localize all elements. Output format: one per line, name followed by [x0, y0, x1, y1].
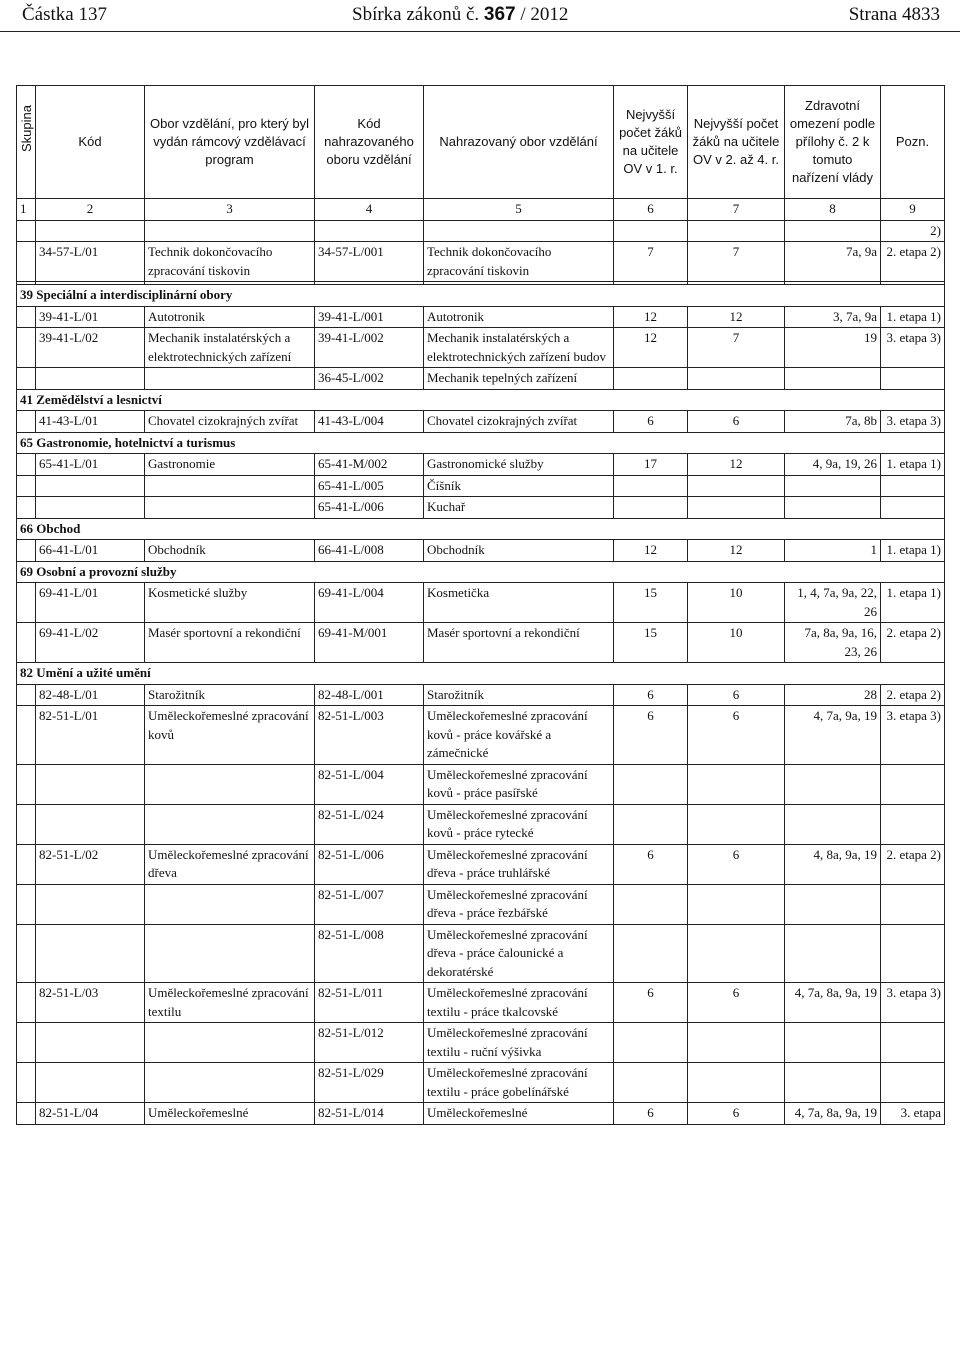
cell-skupina [17, 454, 36, 476]
cell-max-ov [614, 368, 688, 390]
cell-max-ov: 6 [614, 706, 688, 765]
cell-pozn: 3. etapa 3) [881, 328, 945, 368]
table-row [17, 924, 945, 983]
colnum: 2 [36, 199, 145, 221]
cell-skupina [17, 540, 36, 562]
table-row [17, 242, 945, 282]
cell-max-ov2: 10 [688, 623, 785, 663]
table-row [17, 1103, 945, 1125]
cell-kod-nahr: 69-41-M/001 [315, 623, 424, 663]
group-heading-row [17, 518, 945, 540]
cell-obor: Kosmetické služby [145, 583, 315, 623]
cell-kod: 82-51-L/03 [36, 983, 145, 1023]
cell-zdrav [785, 475, 881, 497]
cell-nahr-obor: Uměleckořemeslné zpracování dřeva - práce řezbářské [424, 884, 614, 924]
cell-max-ov: 6 [614, 684, 688, 706]
table-row [17, 220, 945, 242]
cell-max-ov: 7 [614, 242, 688, 282]
page-header [0, 0, 960, 32]
cell-kod: 82-48-L/01 [36, 684, 145, 706]
cell-max-ov [614, 924, 688, 983]
cell-kod [36, 1063, 145, 1103]
collection-year: / 2012 [515, 4, 569, 25]
cell-skupina [17, 983, 36, 1023]
cell-kod-nahr: 69-41-L/004 [315, 583, 424, 623]
cell-skupina [17, 1103, 36, 1125]
cell-skupina [17, 306, 36, 328]
col-kod: Kód [36, 86, 145, 199]
cell-zdrav: 1, 4, 7a, 9a, 22, 26 [785, 583, 881, 623]
cell-zdrav [785, 1063, 881, 1103]
cell-nahr-obor: Uměleckořemeslné zpracování kovů - práce kovářské a zámečnické [424, 706, 614, 765]
cell-obor: Chovatel cizokrajných zvířat [145, 411, 315, 433]
cell-max-ov: 17 [614, 454, 688, 476]
cell-zdrav: 7a, 9a [785, 242, 881, 282]
cell-kod-nahr [315, 220, 424, 242]
cell-max-ov2: 7 [688, 242, 785, 282]
cell-max-ov [614, 220, 688, 242]
cell-kod [36, 220, 145, 242]
table-row [17, 684, 945, 706]
table-row [17, 328, 945, 368]
cell-nahr-obor: Masér sportovní a rekondiční [424, 623, 614, 663]
cell-kod-nahr: 39-41-L/002 [315, 328, 424, 368]
cell-nahr-obor: Mechanik tepelných zařízení [424, 368, 614, 390]
table-row [17, 306, 945, 328]
group-heading: 41 Zemědělství a lesnictví [17, 389, 945, 411]
cell-skupina [17, 242, 36, 282]
cell-kod-nahr: 82-51-L/003 [315, 706, 424, 765]
cell-pozn [881, 475, 945, 497]
table-row [17, 844, 945, 884]
table-row [17, 454, 945, 476]
cell-kod-nahr: 34-57-L/001 [315, 242, 424, 282]
col-max-ov2: Nejvyšší počet žáků na učitele OV v 2. až 4. r. [688, 86, 785, 199]
cell-kod-nahr: 41-43-L/004 [315, 411, 424, 433]
cell-max-ov2: 12 [688, 306, 785, 328]
cell-max-ov2: 6 [688, 1103, 785, 1125]
cell-pozn: 2. etapa 2) [881, 684, 945, 706]
cell-max-ov [614, 804, 688, 844]
cell-pozn [881, 1063, 945, 1103]
cell-nahr-obor: Technik dokončovacího zpracování tiskovin [424, 242, 614, 282]
cell-zdrav [785, 368, 881, 390]
cell-kod-nahr: 82-51-L/004 [315, 764, 424, 804]
cell-zdrav: 4, 7a, 8a, 9a, 19 [785, 1103, 881, 1125]
cell-obor: Gastronomie [145, 454, 315, 476]
table-body [17, 220, 945, 1124]
cell-pozn [881, 368, 945, 390]
cell-max-ov2: 12 [688, 540, 785, 562]
cell-obor: Uměleckořemeslné zpracování kovů [145, 706, 315, 765]
cell-obor: Masér sportovní a rekondiční [145, 623, 315, 663]
cell-kod-nahr: 82-51-L/024 [315, 804, 424, 844]
cell-max-ov: 6 [614, 983, 688, 1023]
col-nahr-obor: Nahrazovaný obor vzdělání [424, 86, 614, 199]
group-heading-row [17, 285, 945, 307]
cell-skupina [17, 368, 36, 390]
cell-max-ov: 12 [614, 540, 688, 562]
cell-zdrav: 1 [785, 540, 881, 562]
colnum: 4 [315, 199, 424, 221]
cell-obor: Starožitník [145, 684, 315, 706]
group-heading: 66 Obchod [17, 518, 945, 540]
table-row [17, 1023, 945, 1063]
colnum: 5 [424, 199, 614, 221]
table-row [17, 804, 945, 844]
cell-kod-nahr: 82-51-L/006 [315, 844, 424, 884]
cell-kod [36, 475, 145, 497]
cell-max-ov2 [688, 475, 785, 497]
colnum: 3 [145, 199, 315, 221]
cell-max-ov2 [688, 220, 785, 242]
cell-zdrav: 3, 7a, 9a [785, 306, 881, 328]
cell-zdrav [785, 764, 881, 804]
cell-pozn: 3. etapa 3) [881, 983, 945, 1023]
cell-zdrav [785, 924, 881, 983]
cell-kod-nahr: 39-41-L/001 [315, 306, 424, 328]
table-row [17, 411, 945, 433]
cell-nahr-obor: Gastronomické služby [424, 454, 614, 476]
col-obor: Obor vzdělání, pro který byl vydán rámcový vzdělávací program [145, 86, 315, 199]
cell-max-ov: 6 [614, 1103, 688, 1125]
cell-skupina [17, 844, 36, 884]
cell-pozn [881, 1023, 945, 1063]
colnum: 6 [614, 199, 688, 221]
cell-max-ov2: 6 [688, 684, 785, 706]
cell-kod-nahr: 65-41-L/006 [315, 497, 424, 519]
table-row [17, 764, 945, 804]
cell-obor: Autotronik [145, 306, 315, 328]
cell-pozn: 1. etapa 1) [881, 583, 945, 623]
cell-nahr-obor: Uměleckořemeslné zpracování textilu - ruční výšivka [424, 1023, 614, 1063]
cell-kod-nahr: 66-41-L/008 [315, 540, 424, 562]
cell-max-ov2 [688, 764, 785, 804]
table-row [17, 497, 945, 519]
table-row [17, 706, 945, 765]
table-row [17, 1063, 945, 1103]
cell-skupina [17, 1063, 36, 1103]
cell-max-ov2 [688, 497, 785, 519]
cell-kod-nahr: 65-41-M/002 [315, 454, 424, 476]
cell-max-ov2 [688, 804, 785, 844]
cell-nahr-obor: Uměleckořemeslné zpracování dřeva - práce truhlářské [424, 844, 614, 884]
cell-kod-nahr: 82-51-L/008 [315, 924, 424, 983]
col-skupina-label: Skupina [19, 105, 34, 152]
cell-obor: Uměleckořemeslné [145, 1103, 315, 1125]
cell-skupina [17, 497, 36, 519]
cell-pozn: 1. etapa 1) [881, 454, 945, 476]
cell-nahr-obor: Mechanik instalatérských a elektrotechnických zařízení budov [424, 328, 614, 368]
cell-obor [145, 804, 315, 844]
group-heading-row [17, 432, 945, 454]
cell-skupina [17, 623, 36, 663]
table-row [17, 540, 945, 562]
cell-obor [145, 497, 315, 519]
cell-kod: 82-51-L/04 [36, 1103, 145, 1125]
cell-kod-nahr: 82-51-L/029 [315, 1063, 424, 1103]
colnum: 8 [785, 199, 881, 221]
group-heading: 39 Speciální a interdisciplinární obory [17, 285, 945, 307]
cell-kod [36, 924, 145, 983]
cell-obor [145, 1023, 315, 1063]
col-pozn: Pozn. [881, 86, 945, 199]
cell-obor [145, 220, 315, 242]
cell-kod: 69-41-L/02 [36, 623, 145, 663]
cell-max-ov [614, 475, 688, 497]
group-heading: 82 Umění a užité umění [17, 663, 945, 685]
cell-kod: 82-51-L/02 [36, 844, 145, 884]
cell-zdrav [785, 1023, 881, 1063]
cell-nahr-obor: Starožitník [424, 684, 614, 706]
cell-pozn [881, 884, 945, 924]
cell-pozn: 3. etapa [881, 1103, 945, 1125]
cell-max-ov2 [688, 1063, 785, 1103]
cell-max-ov [614, 497, 688, 519]
cell-obor: Obchodník [145, 540, 315, 562]
cell-kod-nahr: 82-51-L/012 [315, 1023, 424, 1063]
cell-obor [145, 368, 315, 390]
cell-pozn: 2. etapa 2) [881, 242, 945, 282]
header-rule [0, 31, 960, 32]
cell-zdrav: 7a, 8b [785, 411, 881, 433]
cell-pozn [881, 804, 945, 844]
cell-pozn [881, 924, 945, 983]
column-number-row [17, 199, 945, 221]
cell-max-ov: 15 [614, 583, 688, 623]
cell-kod: 39-41-L/02 [36, 328, 145, 368]
page-number: Strana 4833 [848, 4, 940, 25]
cell-nahr-obor: Uměleckořemeslné [424, 1103, 614, 1125]
colnum: 9 [881, 199, 945, 221]
cell-max-ov2 [688, 1023, 785, 1063]
cell-zdrav [785, 497, 881, 519]
cell-max-ov: 15 [614, 623, 688, 663]
cell-max-ov2: 6 [688, 983, 785, 1023]
cell-zdrav: 4, 7a, 9a, 19 [785, 706, 881, 765]
cell-max-ov2: 6 [688, 706, 785, 765]
cell-nahr-obor: Obchodník [424, 540, 614, 562]
cell-nahr-obor: Chovatel cizokrajných zvířat [424, 411, 614, 433]
group-heading: 65 Gastronomie, hotelnictví a turismus [17, 432, 945, 454]
cell-zdrav [785, 220, 881, 242]
cell-pozn: 3. etapa 3) [881, 706, 945, 765]
cell-kod-nahr: 82-51-L/014 [315, 1103, 424, 1125]
cell-max-ov: 6 [614, 844, 688, 884]
cell-skupina [17, 328, 36, 368]
table-row [17, 583, 945, 623]
cell-zdrav: 4, 9a, 19, 26 [785, 454, 881, 476]
cell-max-ov [614, 884, 688, 924]
cell-pozn: 2. etapa 2) [881, 844, 945, 884]
cell-nahr-obor: Autotronik [424, 306, 614, 328]
table-row [17, 475, 945, 497]
cell-nahr-obor: Kosmetička [424, 583, 614, 623]
col-zdrav: Zdravotní omezení podle přílohy č. 2 k tomuto nařízení vlády [785, 86, 881, 199]
colnum: 1 [17, 199, 36, 221]
table-row [17, 884, 945, 924]
cell-nahr-obor [424, 220, 614, 242]
issue-number: Částka 137 [22, 4, 107, 25]
cell-skupina [17, 1023, 36, 1063]
cell-nahr-obor: Uměleckořemeslné zpracování textilu - práce tkalcovské [424, 983, 614, 1023]
cell-max-ov2: 7 [688, 328, 785, 368]
cell-nahr-obor: Číšník [424, 475, 614, 497]
collection-prefix: Sbírka zákonů č. [352, 4, 484, 25]
cell-kod: 39-41-L/01 [36, 306, 145, 328]
cell-max-ov [614, 1063, 688, 1103]
cell-max-ov: 12 [614, 306, 688, 328]
cell-zdrav: 4, 8a, 9a, 19 [785, 844, 881, 884]
cell-skupina [17, 411, 36, 433]
cell-skupina [17, 924, 36, 983]
cell-kod-nahr: 36-45-L/002 [315, 368, 424, 390]
cell-kod-nahr: 65-41-L/005 [315, 475, 424, 497]
cell-obor [145, 884, 315, 924]
cell-max-ov2: 6 [688, 411, 785, 433]
cell-max-ov2 [688, 368, 785, 390]
table-row [17, 623, 945, 663]
cell-zdrav: 7a, 8a, 9a, 16, 23, 26 [785, 623, 881, 663]
collection-title [352, 4, 568, 26]
cell-zdrav: 28 [785, 684, 881, 706]
cell-pozn: 2) [881, 220, 945, 242]
cell-nahr-obor: Uměleckořemeslné zpracování textilu - práce gobelínářské [424, 1063, 614, 1103]
cell-max-ov2: 12 [688, 454, 785, 476]
cell-zdrav: 4, 7a, 8a, 9a, 19 [785, 983, 881, 1023]
cell-kod [36, 884, 145, 924]
cell-kod: 69-41-L/01 [36, 583, 145, 623]
cell-max-ov2: 6 [688, 844, 785, 884]
cell-max-ov [614, 764, 688, 804]
cell-skupina [17, 804, 36, 844]
cell-skupina [17, 684, 36, 706]
cell-kod [36, 368, 145, 390]
cell-max-ov2: 10 [688, 583, 785, 623]
cell-kod: 82-51-L/01 [36, 706, 145, 765]
cell-skupina [17, 706, 36, 765]
colnum: 7 [688, 199, 785, 221]
cell-kod [36, 1023, 145, 1063]
col-max-ov: Nejvyšší počet žáků na učitele OV v 1. r. [614, 86, 688, 199]
cell-zdrav [785, 884, 881, 924]
cell-obor [145, 1063, 315, 1103]
col-kod-nahr: Kód nahrazovaného oboru vzdělání [315, 86, 424, 199]
cell-kod-nahr: 82-51-L/011 [315, 983, 424, 1023]
cell-pozn [881, 764, 945, 804]
cell-pozn [881, 497, 945, 519]
cell-max-ov: 6 [614, 411, 688, 433]
cell-kod [36, 804, 145, 844]
cell-kod-nahr: 82-48-L/001 [315, 684, 424, 706]
cell-nahr-obor: Uměleckořemeslné zpracování dřeva - práce čalounické a dekoratérské [424, 924, 614, 983]
cell-pozn: 3. etapa 3) [881, 411, 945, 433]
table-row [17, 983, 945, 1023]
cell-obor [145, 924, 315, 983]
cell-max-ov2 [688, 884, 785, 924]
cell-zdrav: 19 [785, 328, 881, 368]
cell-kod: 34-57-L/01 [36, 242, 145, 282]
cell-kod [36, 497, 145, 519]
col-skupina [17, 86, 36, 199]
cell-max-ov2 [688, 924, 785, 983]
cell-nahr-obor: Uměleckořemeslné zpracování kovů - práce rytecké [424, 804, 614, 844]
cell-skupina [17, 583, 36, 623]
law-number: 367 [483, 4, 516, 25]
header-row [17, 86, 945, 199]
cell-obor [145, 764, 315, 804]
cell-pozn: 1. etapa 1) [881, 306, 945, 328]
cell-max-ov [614, 1023, 688, 1063]
cell-skupina [17, 764, 36, 804]
cell-kod-nahr: 82-51-L/007 [315, 884, 424, 924]
cell-nahr-obor: Uměleckořemeslné zpracování kovů - práce pasířské [424, 764, 614, 804]
cell-kod: 66-41-L/01 [36, 540, 145, 562]
group-heading-row [17, 561, 945, 583]
group-heading: 69 Osobní a provozní služby [17, 561, 945, 583]
cell-obor: Mechanik instalatérských a elektrotechnických zařízení [145, 328, 315, 368]
cell-kod: 41-43-L/01 [36, 411, 145, 433]
group-heading-row [17, 389, 945, 411]
cell-obor: Uměleckořemeslné zpracování dřeva [145, 844, 315, 884]
cell-obor: Technik dokončovacího zpracování tiskovin [145, 242, 315, 282]
cell-nahr-obor: Kuchař [424, 497, 614, 519]
cell-kod [36, 764, 145, 804]
cell-pozn: 1. etapa 1) [881, 540, 945, 562]
group-heading-row [17, 663, 945, 685]
education-table [16, 85, 945, 1125]
cell-zdrav [785, 804, 881, 844]
cell-obor [145, 475, 315, 497]
cell-skupina [17, 220, 36, 242]
cell-max-ov: 12 [614, 328, 688, 368]
cell-skupina [17, 884, 36, 924]
cell-obor: Uměleckořemeslné zpracování textilu [145, 983, 315, 1023]
table-row [17, 368, 945, 390]
cell-kod: 65-41-L/01 [36, 454, 145, 476]
cell-skupina [17, 475, 36, 497]
cell-pozn: 2. etapa 2) [881, 623, 945, 663]
